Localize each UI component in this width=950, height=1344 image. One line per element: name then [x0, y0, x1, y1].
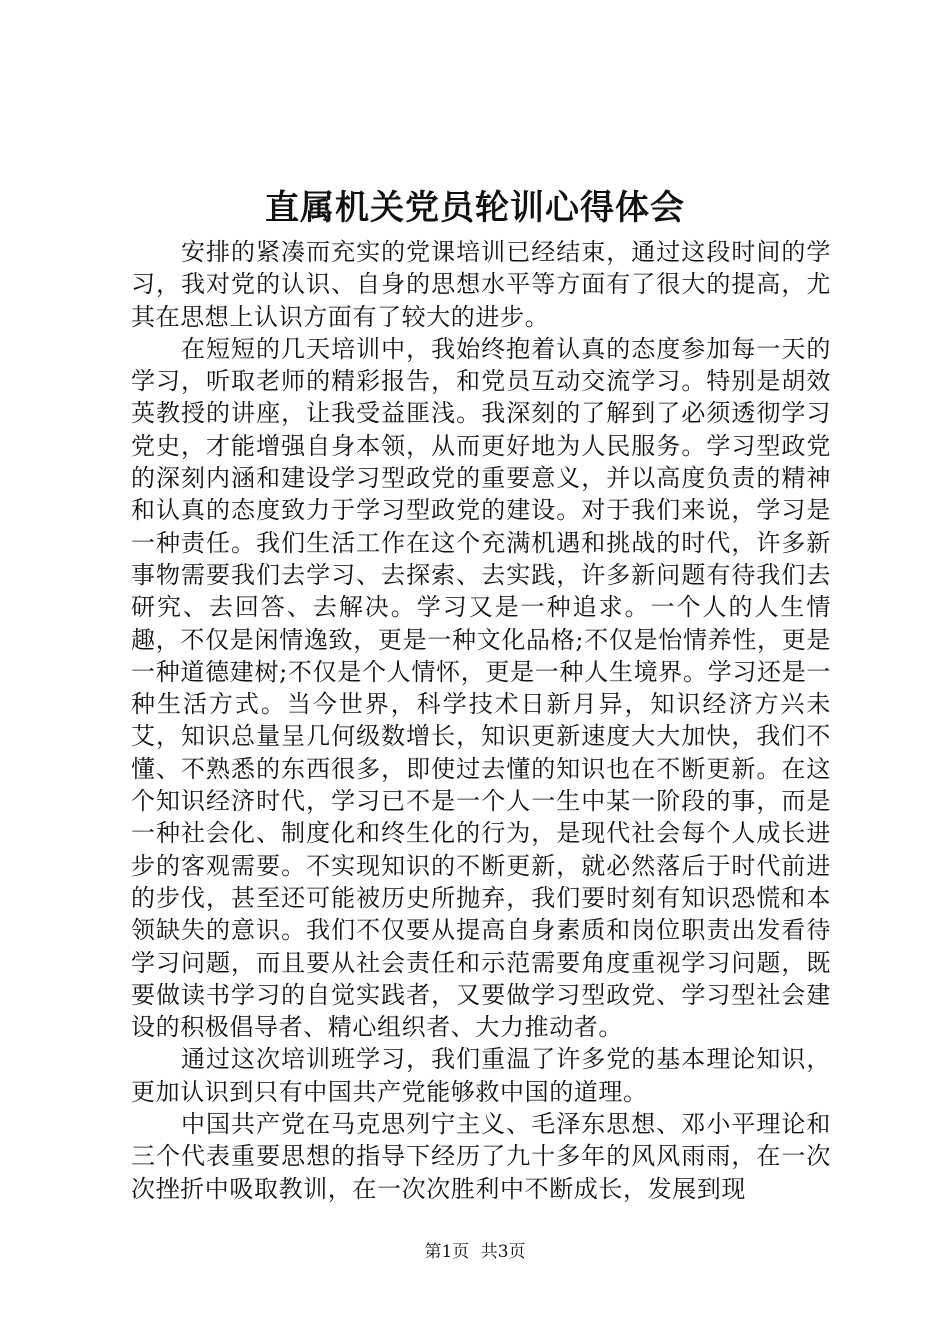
page-number: 第1页	[424, 1242, 470, 1262]
document-body	[131, 236, 831, 1205]
paragraph-3: 通过这次培训班学习，我们重温了许多党的基本理论知识，更加认识到只有中国共产党能够救中国的道理。	[131, 1045, 831, 1106]
paragraph-1: 安排的紧凑而充实的党课培训已经结束，通过这段时间的学习，我对党的认识、自身的思想水平等方面有了很大的提高，尤其在思想上认识方面有了较大的进步。	[131, 238, 831, 331]
paragraph-2: 在短短的几天培训中，我始终抱着认真的态度参加每一天的学习，听取老师的精彩报告，和党员互动交流学习。特别是胡效英教授的讲座，让我受益匪浅。我深刻的了解到了必须透彻学习党史，才能增强自身本领，从而更好地为人民服务。学习型政党的深刻内涵和建设学习型政党的重要意义，并以高度负责的精神和认真的态度致力于学习型政党的建设。对于我们来说，学习是一种责任。我们生活工作在这个充满机遇和挑战的时代，许多新事物需要我们去学习、去探索、去实践，许多新问题有待我们去研究、去回答、去解决。学习又是一种追求。一个人的人生情趣，不仅是闲情逸致，更是一种文化品格;不仅是怡情养性，更是一种道德建树;不仅是个人情怀，更是一种人生境界。学习还是一种生活方式。当今世界，科学技术日新月异，知识经济方兴未艾，知识总量呈几何级数增长，知识更新速度大大加快，我们不懂、不熟悉的东西很多，即使过去懂的知识也在不断更新。在这个知识经济时代，学习已不是一个人一生中某一阶段的事，而是一种社会化、制度化和终生化的行为，是现代社会每个人成长进步的客观需要。不实现知识的不断更新，就必然落后于时代前进的步伐，甚至还可能被历史所抛弃，我们要时刻有知识恐慌和本领缺失的意识。我们不仅要从提高自身素质和岗位职责出发看待学习问题，而且要从社会责任和示范需要角度重视学习问题，既要做读书学习的自觉实践者，又要做学习型政党、学习型社会建设的积极倡导者、精心组织者、大力推动者。	[131, 334, 831, 1042]
page-total: 共3页	[480, 1242, 526, 1262]
document-title: 直属机关党员轮训心得体会	[265, 188, 685, 228]
page-footer	[0, 1240, 950, 1264]
paragraph-4: 中国共产党在马克思列宁主义、毛泽东思想、邓小平理论和三个代表重要思想的指导下经历了九十多年的风风雨雨，在一次次挫折中吸取教训，在一次次胜利中不断成长，发展到现	[131, 1110, 831, 1203]
